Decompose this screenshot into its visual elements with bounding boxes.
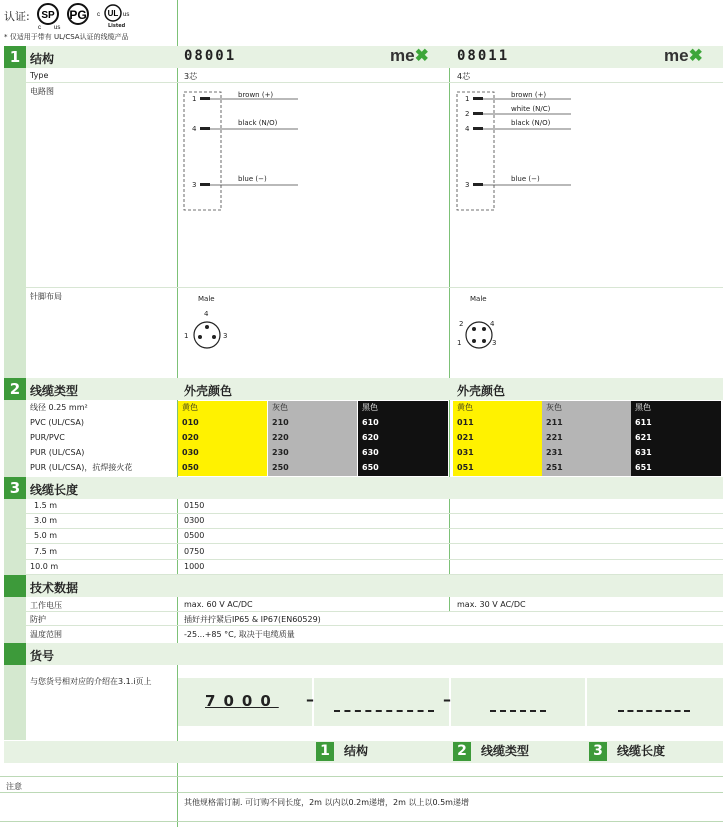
notes-title: 注意: [6, 782, 22, 791]
color-header: 灰色: [268, 401, 357, 416]
connector-face-icon: [463, 319, 495, 351]
section1-number: 1: [4, 46, 26, 68]
cable-row-label: PUR (UL/CSA)，抗焊接火花: [30, 463, 133, 472]
svg-text:us: us: [123, 12, 130, 18]
temp-label: 温度范围: [30, 630, 62, 639]
order-dash: –: [306, 690, 314, 709]
ul-listed-caption: Listed: [108, 23, 126, 29]
cable-code: 231: [542, 446, 631, 461]
wire-label: blue (−): [511, 175, 540, 183]
product-a-brand: me✖: [390, 46, 429, 65]
svg-text:SP: SP: [41, 10, 55, 21]
section2-title: 线缆类型: [30, 384, 79, 398]
cable-code: 011: [453, 416, 542, 431]
svg-text:PG: PG: [69, 8, 87, 22]
tech-marker: [4, 575, 26, 597]
cable-code: 250: [268, 461, 357, 476]
cable-code: 611: [631, 416, 721, 431]
product-b-type: 4芯: [457, 72, 471, 81]
cable-code: 031: [453, 446, 542, 461]
legend-number: 3: [589, 742, 607, 761]
csa-us-icon: [34, 2, 62, 30]
order-slots-length: [618, 710, 690, 712]
product-divider: [449, 46, 450, 611]
wire-label: blue (−): [238, 175, 267, 183]
section1-band: [26, 46, 723, 68]
color-header: 黄色: [178, 401, 267, 416]
pinout-gender: Male: [470, 295, 487, 303]
order-note: 与您货号相对应的介绍在3.1.i页上: [30, 677, 152, 686]
cable-code: 020: [178, 431, 267, 446]
wire-label: black (N/O): [511, 119, 551, 127]
product-b-code: 08011: [457, 48, 510, 64]
protection-label: 防护: [30, 615, 46, 624]
product-a-housing-title: 外壳颜色: [184, 384, 233, 398]
color-header: 黄色: [453, 401, 542, 416]
order-marker: [4, 643, 26, 665]
cable-code: 051: [453, 461, 542, 476]
order-digit: 0: [223, 692, 242, 710]
cable-code: 630: [358, 446, 448, 461]
product-b-pinout: [452, 292, 512, 352]
order-title: 货号: [30, 649, 55, 663]
voltage-label: 工作电压: [30, 601, 62, 610]
cable-code: 211: [542, 416, 631, 431]
legend-label: 结构: [344, 744, 369, 758]
cert-note: * 仅适用于带有 UL/CSA认证的线缆产品: [4, 33, 129, 41]
cert-label: 认证:: [4, 10, 30, 23]
tech-band: [26, 575, 723, 597]
product-b-housing-title: 外壳颜色: [457, 384, 506, 398]
pin-number: 1: [457, 339, 462, 347]
length-label: 7.5 m: [34, 546, 58, 556]
length-label: 3.0 m: [34, 516, 58, 526]
order-digit: 7: [205, 692, 224, 710]
color-header: 灰色: [542, 401, 631, 416]
svg-text:UL: UL: [107, 9, 119, 18]
wire-pin: 3: [465, 181, 470, 189]
wire-pin: 1: [465, 95, 470, 103]
wire-pin: 3: [192, 181, 197, 189]
circuit-label: 电路图: [30, 87, 54, 96]
cable-code: 621: [631, 431, 721, 446]
length-label: 1.5 m: [34, 501, 58, 510]
cable-code: 651: [631, 461, 721, 476]
legend-number: 2: [453, 742, 471, 761]
cable-row-label: PUR (UL/CSA): [30, 448, 85, 457]
cable-code: 610: [358, 416, 448, 431]
wire-label: brown (+): [238, 91, 274, 99]
color-header: 黑色: [631, 401, 721, 416]
cable-code: 010: [178, 416, 267, 431]
length-code: 0750: [184, 546, 205, 556]
svg-text:c: c: [38, 25, 41, 30]
wire-pin: 1: [192, 95, 197, 103]
cable-header-label: 线径 0.25 mm²: [30, 403, 88, 412]
mex-x-icon: ✖: [414, 46, 429, 65]
cable-code: 030: [178, 446, 267, 461]
cable-code: 620: [358, 431, 448, 446]
cable-code: 230: [268, 446, 357, 461]
order-digit: 0: [260, 692, 279, 710]
pin-number: 1: [184, 332, 189, 340]
pin-number: 3: [492, 339, 497, 347]
cable-code: 021: [453, 431, 542, 446]
connector-face-icon: [191, 319, 223, 351]
section3-band: [26, 477, 723, 499]
section3-number: 3: [4, 477, 26, 499]
cable-code: 251: [542, 461, 631, 476]
notes-text: 其他规格需订制. 可订购不同长度，2m 以内以0.2m递增，2m 以上以0.5m递增: [184, 798, 469, 807]
legend-label: 线缆类型: [481, 744, 530, 758]
voltage-b: max. 30 V AC/DC: [457, 600, 526, 609]
section3-title: 线缆长度: [30, 483, 79, 497]
legend-number: 1: [316, 742, 334, 761]
pin-number: 3: [223, 332, 228, 340]
wire-pin: 4: [192, 125, 197, 133]
legend-label: 线缆长度: [617, 744, 666, 758]
svg-text:us: us: [54, 25, 61, 30]
color-header: 黑色: [358, 401, 448, 416]
length-code: 0300: [184, 516, 205, 526]
length-code: 1000: [184, 561, 205, 571]
svg-text:c: c: [97, 12, 100, 18]
length-code: 0500: [184, 531, 205, 541]
product-a-circuit: [180, 86, 310, 216]
cable-row-label: PUR/PVC: [30, 433, 65, 442]
type-label: Type: [30, 71, 49, 80]
pg-icon: [64, 2, 94, 28]
product-b-circuit: [453, 86, 583, 216]
mex-x-icon: ✖: [688, 46, 703, 65]
cable-code: 050: [178, 461, 267, 476]
order-slots-cable: [490, 710, 546, 712]
length-label: 5.0 m: [34, 531, 58, 541]
length-code: 0150: [184, 501, 205, 510]
cable-row-label: PVC (UL/CSA): [30, 418, 84, 427]
pin-number: 2: [459, 320, 464, 328]
length-label: 10.0 m: [30, 561, 59, 571]
cable-code: 650: [358, 461, 448, 476]
product-a-type: 3芯: [184, 72, 198, 81]
cable-code: 220: [268, 431, 357, 446]
protection-value: 插好并拧紧后IP65 & IP67(EN60529): [184, 615, 321, 624]
wire-label: black (N/O): [238, 119, 278, 127]
cable-code: 631: [631, 446, 721, 461]
section1-title: 结构: [30, 52, 55, 66]
pinout-gender: Male: [198, 295, 215, 303]
order-code: [205, 692, 305, 716]
cable-code: 210: [268, 416, 357, 431]
pin-layout-label: 针脚布局: [30, 292, 62, 301]
wire-label: white (N/C): [511, 105, 551, 113]
pin-number: 4: [204, 310, 209, 318]
product-a-pinout: [180, 292, 240, 352]
wire-label: brown (+): [511, 91, 547, 99]
section2-number: 2: [4, 378, 26, 400]
temp-value: -25...+85 °C, 取决于电缆质量: [184, 630, 295, 639]
order-band: [26, 643, 723, 665]
wire-pin: 4: [465, 125, 470, 133]
wire-pin: 2: [465, 110, 470, 118]
order-slots-structure: [334, 710, 434, 712]
product-b-brand: me✖: [664, 46, 703, 65]
cable-code: 221: [542, 431, 631, 446]
section2-band: [26, 378, 723, 400]
order-dash: –: [443, 690, 451, 709]
tech-title: 技术数据: [30, 581, 79, 595]
product-a-code: 08001: [184, 48, 237, 64]
voltage-a: max. 60 V AC/DC: [184, 600, 253, 609]
cert-header: [4, 2, 174, 42]
order-digit: 0: [241, 692, 261, 710]
pin-number: 4: [490, 320, 495, 328]
